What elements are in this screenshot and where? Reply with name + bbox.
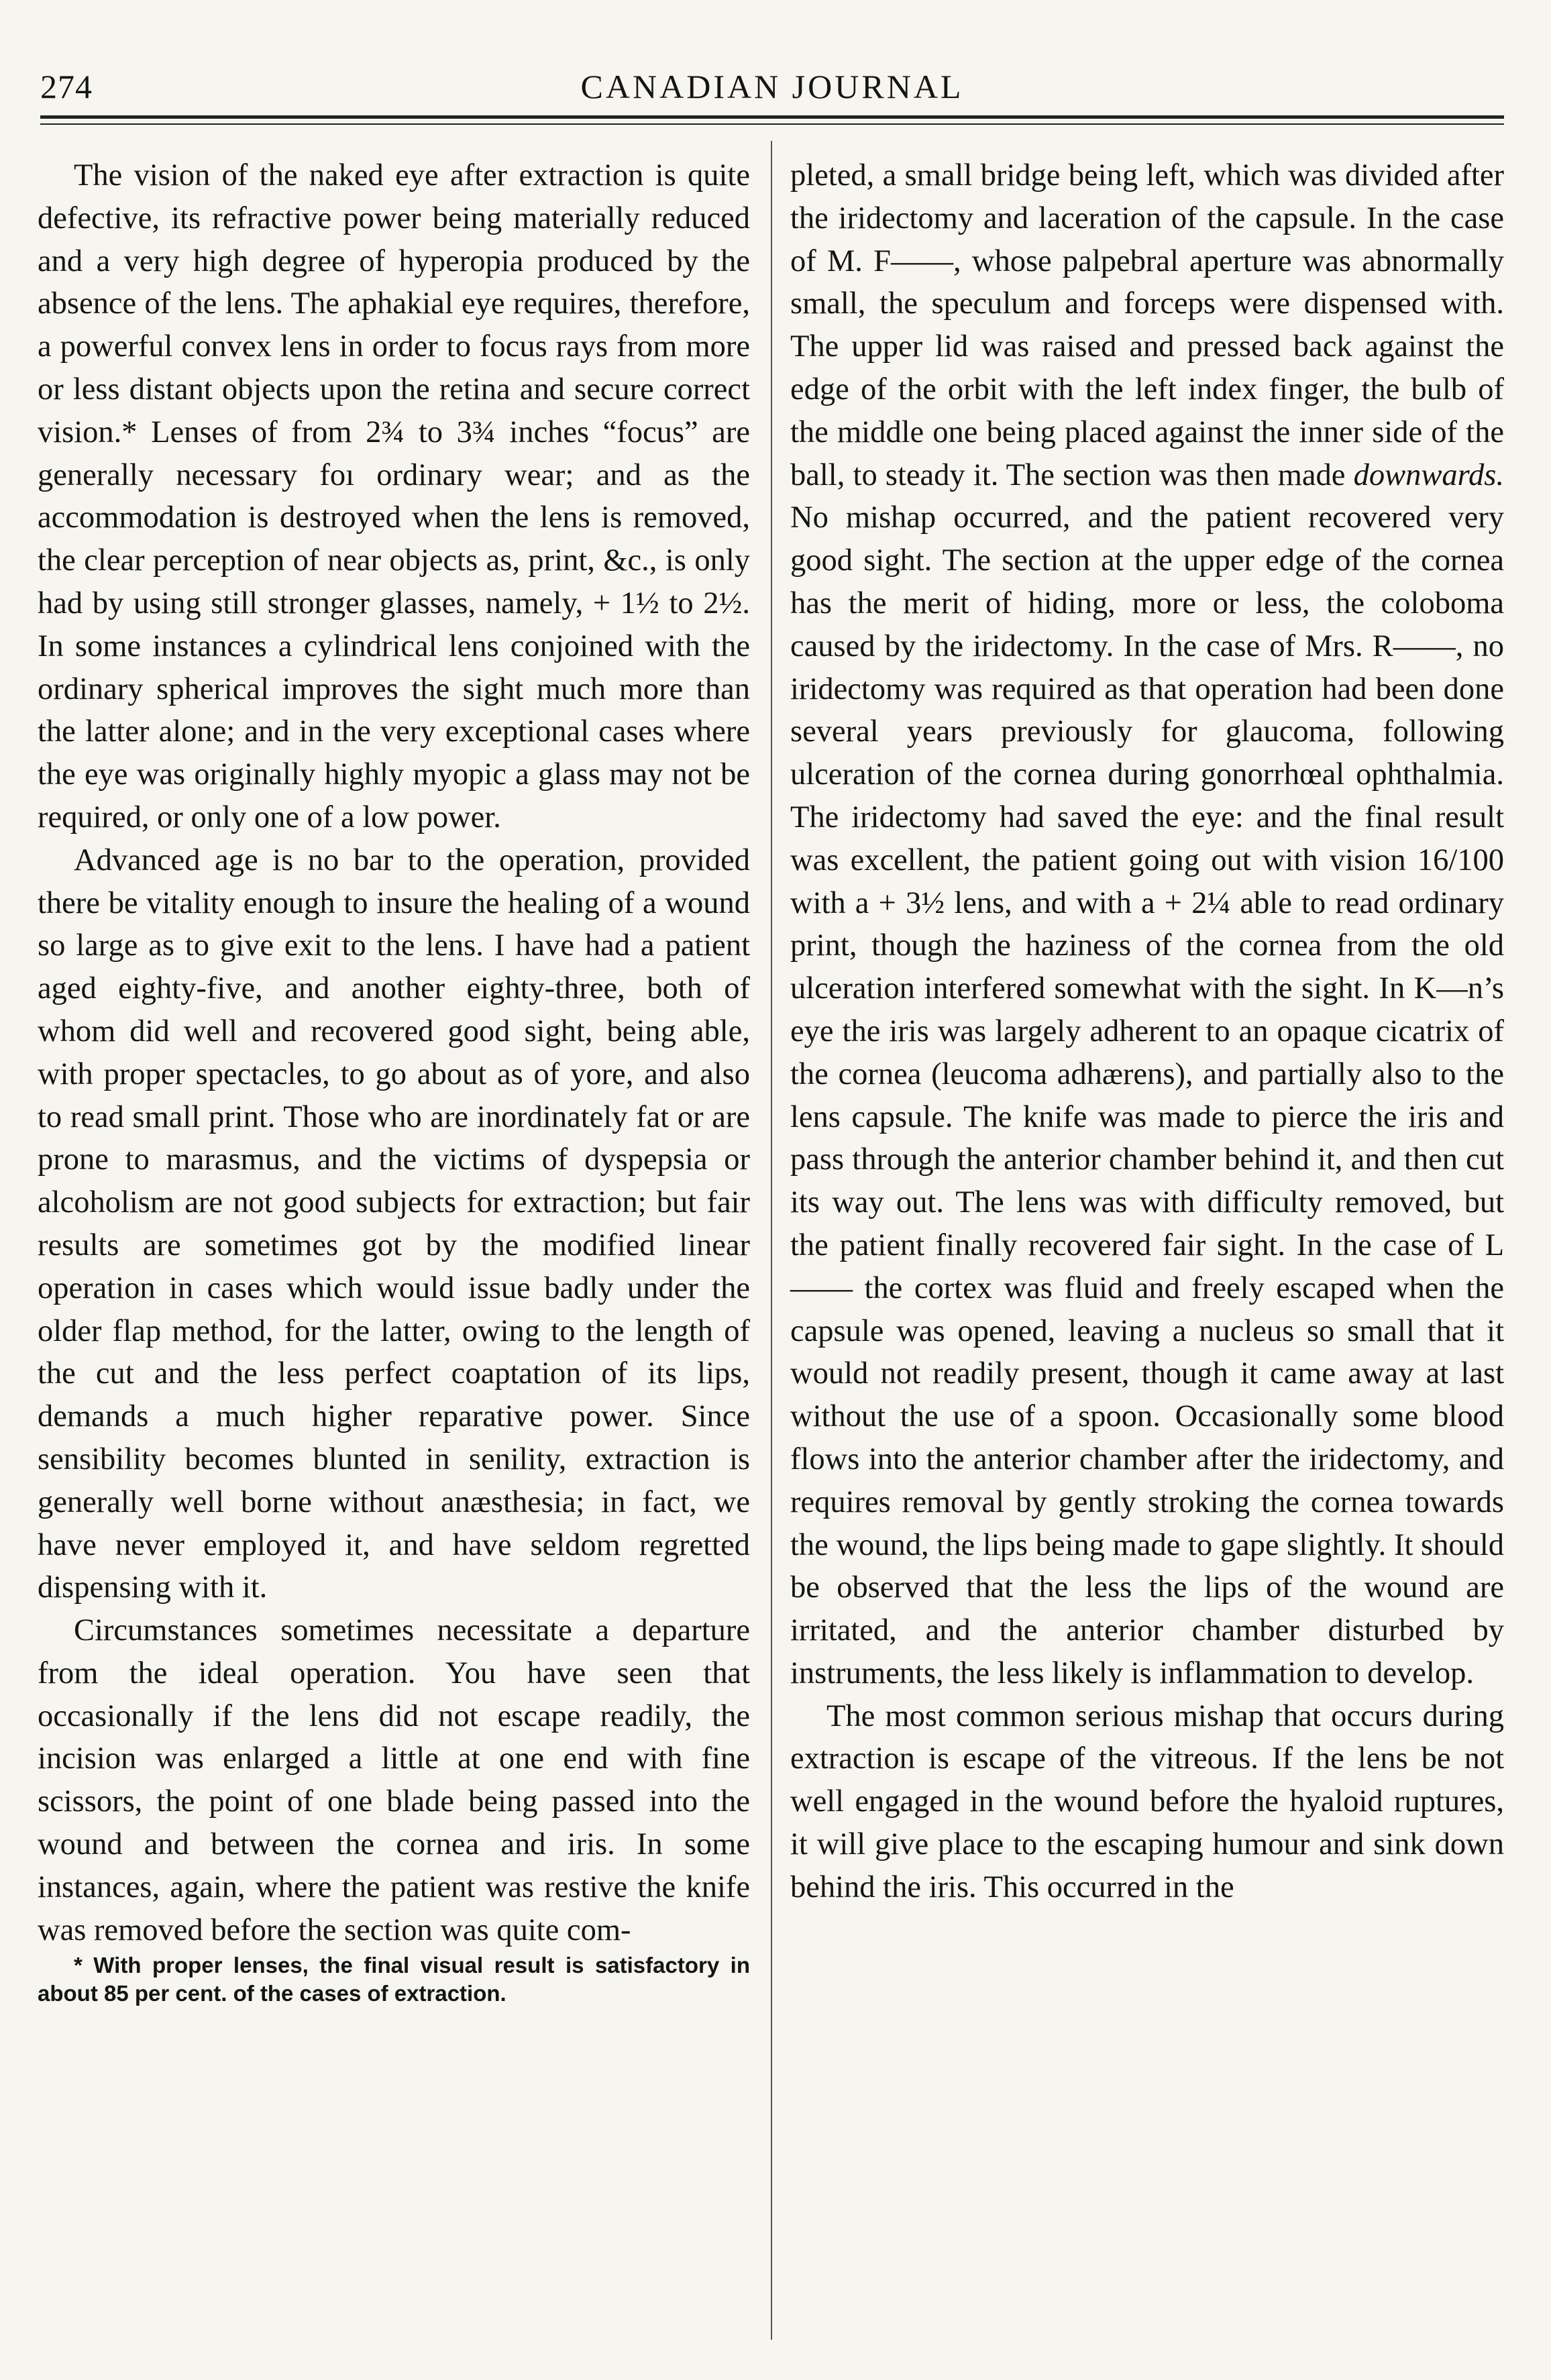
paragraph: Circumstances sometimes necessitate a departure from the ideal operation. You have seen that occasionally if the lens did not escape readily, the incision was enlarged a little at one end with fine scissors, the point of one blade being passed into the wound and between the cornea and iris. In some instances, again, where the patient was restive the knife was removed before the section was quite com-: [38, 1613, 750, 1947]
header-rule-thin: [40, 123, 1504, 125]
page-header: [40, 55, 1504, 115]
paragraph: Advanced age is no bar to the operation, provided there be vitality enough to insure the healing of a wound so large as to give exit to the lens. I have had a patient aged eighty-five, and another eighty-three, both of whom did well and recovered good sight, being able, with proper spectacles, to go about as of yore, and also to read small print. Those who are inordinately fat or are prone to marasmus, and the victims of dyspepsia or alcoholism are not good subjects for extraction; but fair results are sometimes got by the modified linear operation in cases which would issue badly under the older flap method, for the latter, owing to the length of the cut and the less perfect coaptation of its lips, demands a much higher reparative power. Since sensibility becomes blunted in senility, extraction is generally well borne without anæsthesia; in fact, we have never employed it, and have seldom regretted dispensing with it.: [38, 843, 750, 1605]
italic-text: downwards.: [1353, 457, 1504, 492]
right-column: [790, 154, 1504, 1909]
header-rule-thick: [40, 115, 1504, 119]
paragraph: The most common serious mishap that occurs during extraction is escape of the vitreous. If the lens be not well engaged in the wound before the hyaloid ruptures, it will give place to the escaping humour and sink down behind the iris. This occurred in the: [790, 1698, 1504, 1904]
left-column: [38, 154, 750, 2008]
paragraph-text: No mishap occurred, and the patient recovered very good sight. The section at the upper edge of the cornea has the merit of hiding, more or less, the coloboma caused by the iridectomy. In the case of Mrs. R——, no iridectomy was required as that operation had been done several years previously for glaucoma, following ulceration of the cornea during gonorrhœal ophthalmia. The iridectomy had saved the eye: and the final result was excellent, the patient going out with vision 16/100 with a + 3½ lens, and with a + 2¼ able to read ordinary print, though the haziness of the cornea from the old ulceration interfered somewhat with the sight. In K—n’s eye the iris was largely adherent to an opaque cicatrix of the cornea (leucoma adhærens), and partially also to the lens capsule. The knife was made to pierce the iris and pass through the anterior chamber behind it, and then cut its way out. The lens was with difficulty removed, but the patient finally recovered fair sight. In the case of L —— the cortex was fluid and freely escaped when the capsule was opened, leaving a nucleus so small that it would not readily present, though it came away at last without the use of a spoon. Occasionally some blood flows into the anterior chamber after the iridectomy, and requires removal by gently stroking the cornea towards the wound, the lips being made to gape slightly. It should be observed that the less the lips of the wound are irritated, and the anterior chamber disturbed by instruments, the less likely is inflammation to develop.: [790, 500, 1504, 1690]
paragraph: The vision of the naked eye after extraction is quite defective, its refractive power being materially reduced and a very high degree of hyperopia produced by the absence of the lens. The aphakial eye requires, therefore, a powerful convex lens in order to focus rays from more or less distant objects upon the retina and secure correct vision.* Lenses of from 2¾ to 3¾ inches “focus” are generally necessary foı ordinary wear; and as the accommodation is destroyed when the lens is removed, the clear perception of near objects as, print, &c., is only had by using still stronger glasses, namely, + 1½ to 2½. In some instances a cylindrical lens conjoined with the ordinary spherical improves the sight much more than the latter alone; and in the very exceptional cases where the eye was originally highly myopic a glass may not be required, or only one of a low power.: [38, 158, 750, 834]
page-number: 274: [40, 68, 93, 105]
footnote: * With proper lenses, the final visual result is satisfactory in about 85 per cent. of the cases of extraction.: [38, 1953, 750, 2006]
paragraph-text: pleted, a small bridge being left, which was divided after the iridectomy and laceration of the capsule. In the case of M. F——, whose palpebral aperture was abnormally small, the speculum and forceps were dispensed with. The upper lid was raised and pressed back against the edge of the orbit with the left index finger, the bulb of the middle one being placed against the inner side of the ball, to steady it. The section was then made: [790, 158, 1504, 492]
paragraph-continued: [790, 154, 1504, 1695]
column-divider: [771, 141, 772, 2340]
running-title: CANADIAN JOURNAL: [580, 68, 964, 105]
